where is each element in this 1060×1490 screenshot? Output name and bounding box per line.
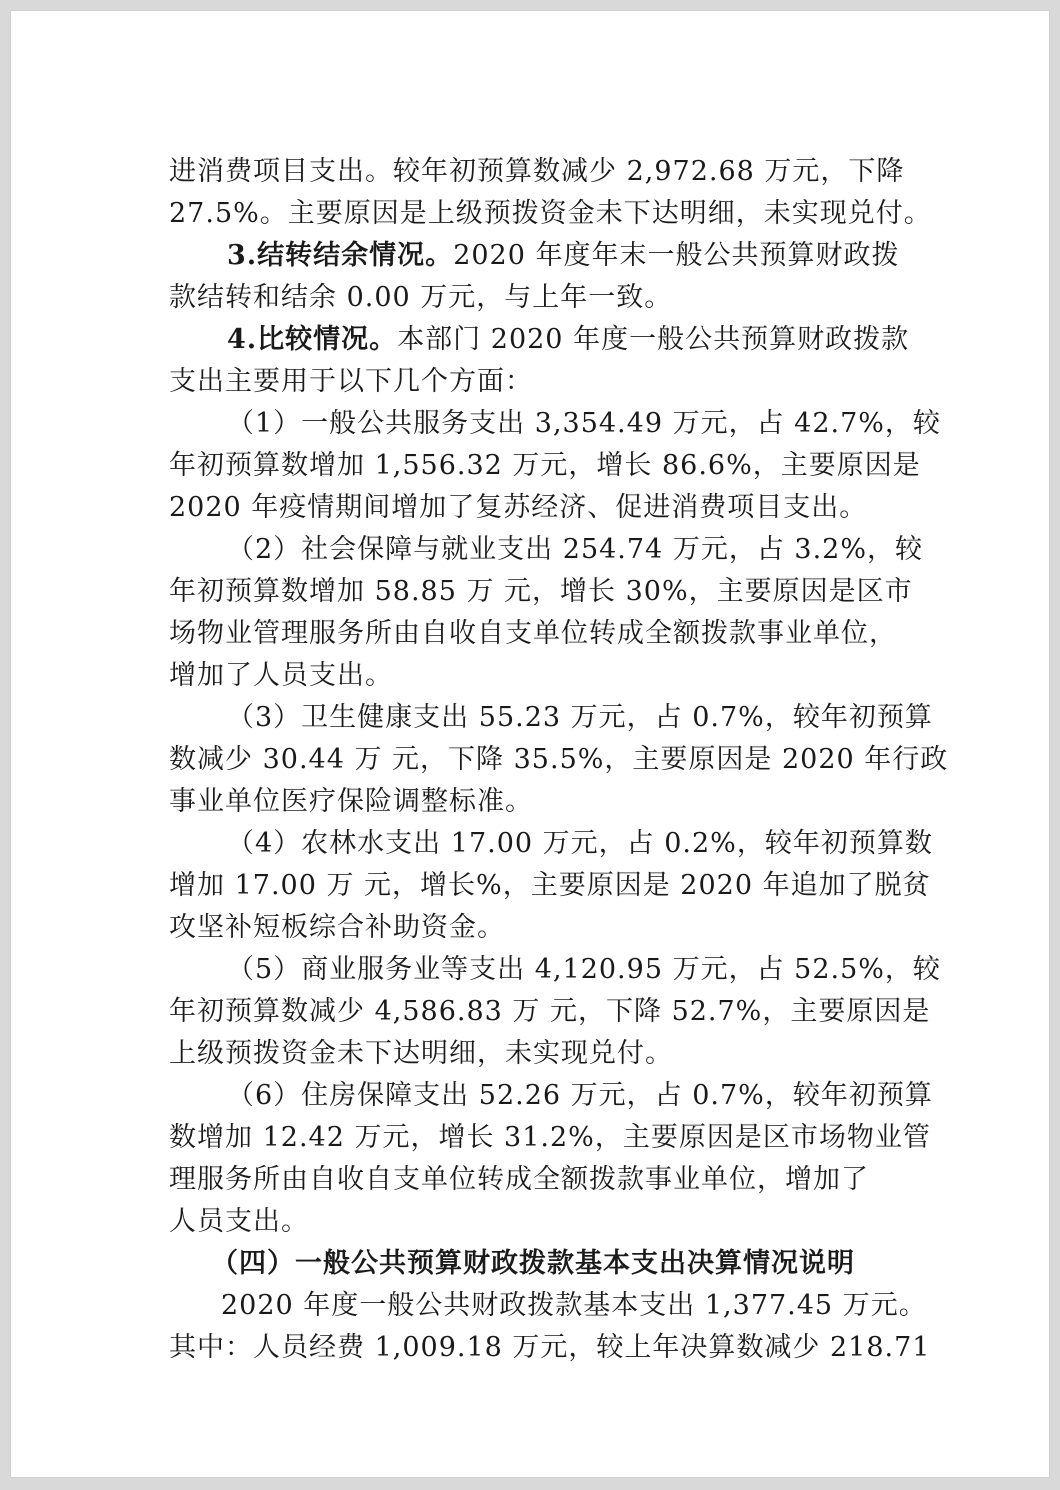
text-line: 年初预算数增加 58.85 万 元，增长 30%，主要原因是区市 (169, 576, 913, 607)
heading-label: 4.比较情况。 (227, 324, 398, 355)
text-line: 年初预算数增加 1,556.32 万元，增长 86.6%，主要原因是 (169, 450, 921, 481)
text-line: 数增加 12.42 万元，增长 31.2%，主要原因是区市场物业管 (169, 1122, 931, 1153)
text-line: 2020 年疫情期间增加了复苏经济、促进消费项目支出。 (169, 492, 868, 523)
text-line: 支出主要用于以下几个方面： (169, 366, 533, 397)
text-line: 其中：人员经费 1,009.18 万元，较上年决算数减少 218.71 (169, 1332, 931, 1363)
item-line: （4）农林水支出 17.00 万元，占 0.2%，较年初预算数 (227, 828, 933, 859)
text-line: 理服务所由自收自支单位转成全额拨款事业单位，增加了 (169, 1164, 869, 1195)
text-line: 年初预算数减少 4,586.83 万 元，下降 52.7%，主要原因是 (169, 996, 931, 1027)
document-body (169, 151, 949, 1369)
item-line: （2）社会保障与就业支出 254.74 万元，占 3.2%，较 (227, 534, 923, 565)
item-line: （1）一般公共服务支出 3,354.49 万元，占 42.7%，较 (227, 408, 941, 439)
section-heading-carryover (169, 235, 899, 277)
text-line: 上级预拨资金未下达明细，未实现兑付。 (169, 1038, 673, 1069)
heading-text: 2020 年度年末一般公共预算财政拨 (453, 240, 900, 271)
text-line: 人员支出。 (169, 1206, 309, 1237)
heading-text: 本部门 2020 年度一般公共预算财政拨款 (397, 324, 910, 355)
text-line: 场物业管理服务所由自收自支单位转成全额拨款事业单位， (169, 618, 897, 649)
section-heading-basic-expenditure: （四）一般公共预算财政拨款基本支出决算情况说明 (211, 1248, 855, 1279)
text-line: 款结转和结余 0.00 万元，与上年一致。 (169, 282, 673, 313)
text-line: 进消费项目支出。较年初预算数减少 2,972.68 万元，下降 (169, 156, 905, 187)
item-line: （5）商业服务业等支出 4,120.95 万元，占 52.5%，较 (227, 954, 941, 985)
text-line: 增加了人员支出。 (169, 660, 393, 691)
text-line: 攻坚补短板综合补助资金。 (169, 912, 505, 943)
text-line: 2020 年度一般公共财政拨款基本支出 1,377.45 万元。 (221, 1290, 927, 1321)
text-line: 增加 17.00 万 元，增长%，主要原因是 2020 年追加了脱贫 (169, 870, 931, 901)
section-heading-comparison (169, 319, 910, 361)
text-line: 27.5%。主要原因是上级预拨资金未下达明细，未实现兑付。 (169, 198, 932, 229)
text-line: 事业单位医疗保险调整标准。 (169, 786, 533, 817)
document-page (10, 10, 1050, 1478)
text-line: 数减少 30.44 万 元，下降 35.5%，主要原因是 2020 年行政 (169, 744, 949, 775)
item-line: （6）住房保障支出 52.26 万元，占 0.7%，较年初预算 (227, 1080, 933, 1111)
heading-label: 3.结转结余情况。 (227, 240, 454, 271)
item-line: （3）卫生健康支出 55.23 万元，占 0.7%，较年初预算 (227, 702, 933, 733)
